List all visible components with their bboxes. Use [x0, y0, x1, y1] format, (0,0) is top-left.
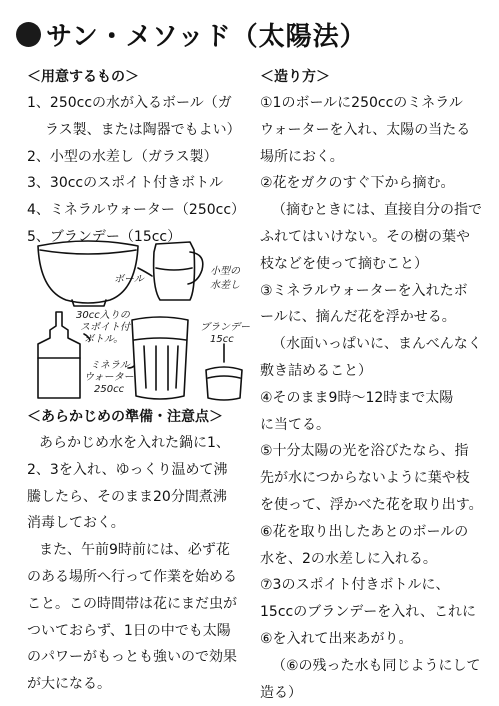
method-line: ールに、摘んだ花を浮かせる。 — [260, 309, 456, 326]
bowl-icon — [38, 241, 138, 303]
bowl-label: ボール — [114, 274, 144, 285]
materials-illustration — [28, 228, 254, 404]
preparation-line: 2、3を入れ、ゆっくり温めて沸 — [27, 461, 228, 478]
materials-item: 4、ミネラルウォーター（250cc） — [27, 202, 246, 219]
preparation-heading: ＜あらかじめの準備・注意点＞ — [27, 409, 223, 425]
method-line: ②花をガクのすぐ下から摘む。 — [260, 175, 455, 192]
materials-item: 3、30ccのスポイト付きボトル — [27, 175, 224, 192]
materials-item: 5、ブランデー（15cc） — [27, 228, 182, 245]
method-line: 15ccのブランデーを入れ、これに — [260, 604, 477, 621]
method-line: ふれてはいけない。その樹の葉や — [260, 228, 470, 245]
preparation-line: 消毒しておく。 — [27, 515, 125, 532]
dropper-label-line3: ボトル。 — [84, 334, 124, 345]
left-column — [27, 64, 249, 251]
materials-item: 1、250ccの水が入るボール（ガ — [27, 95, 232, 111]
preparation-line: また、午前9時前には、必ず花 — [39, 542, 230, 559]
method-line: を使って、浮かべた花を取り出す。 — [260, 496, 483, 513]
preparation-section — [27, 404, 249, 698]
method-line: ③ミネラルウォーターを入れたボ — [260, 282, 468, 299]
method-line: （水面いっぱいに、まんべんなく — [272, 336, 482, 353]
materials-item: 2、小型の水差し（ガラス製） — [27, 148, 218, 165]
page-title-text: サン・メソッド（太陽法） — [46, 21, 367, 52]
method-line: ⑦3のスポイト付きボトルに、 — [260, 577, 450, 594]
method-line: 枝などを使って摘むこと） — [260, 255, 428, 272]
method-heading: ＜造り方＞ — [260, 69, 330, 85]
materials-item: ラス製、または陶器でもよい） — [45, 121, 241, 138]
method-line: ④そのまま9時〜12時まで太陽 — [260, 389, 454, 406]
water-label-line2: ウォーター — [84, 372, 134, 383]
method-line: （摘むときには、直接自分の指で — [272, 202, 482, 219]
illustration-drawing — [28, 228, 254, 404]
method-line: ⑤十分太陽の光を浴びたなら、指 — [260, 443, 469, 460]
method-line: （⑥の残った水も同じようにして — [272, 657, 481, 674]
pitcher-label-line2: 水差し — [210, 280, 240, 291]
water-glass-icon — [132, 317, 188, 399]
preparation-line: のある場所へ行って作業を始める — [27, 568, 237, 585]
method-line: ①1のボールに250ccのミネラル — [260, 95, 463, 111]
method-line: 造る） — [260, 684, 302, 701]
method-line: 敷き詰めること） — [260, 362, 372, 379]
method-line: に当てる。 — [260, 416, 330, 433]
preparation-line: 騰したら、そのまま20分間煮沸 — [27, 488, 227, 505]
method-line: ⑥を入れて出来あがり。 — [260, 630, 413, 647]
pitcher-label-line1: 小型の — [210, 266, 240, 277]
brandy-label-line2: 15cc — [210, 334, 234, 345]
brandy-label-line1: ブランデー — [200, 322, 250, 333]
pitcher-icon — [154, 242, 195, 300]
brandy-glass-icon — [206, 367, 242, 400]
page-title — [16, 14, 367, 54]
preparation-line: のパワーがもっとも強いので効果 — [27, 649, 237, 666]
dropper-label-line1: 30cc入りの — [76, 310, 130, 321]
method-line: ⑥花を取り出したあとのボールの — [260, 523, 469, 540]
preparation-line: こと。この時間帯は花にまだ虫が — [27, 595, 237, 612]
method-line: 水を、2の水差しに入れる。 — [260, 550, 437, 567]
dropper-bottle-icon — [38, 312, 80, 398]
method-line: 先が水につからないように葉や枝 — [260, 470, 470, 487]
materials-heading: ＜用意するもの＞ — [27, 69, 139, 85]
water-label-line1: ミネラル — [90, 360, 130, 371]
preparation-line: あらかじめ水を入れた鍋に1、 — [39, 435, 230, 451]
bullet-dot-icon — [16, 22, 41, 47]
method-line: ウォーターを入れ、太陽の当たる — [260, 121, 471, 138]
method-line: 場所におく。 — [260, 148, 344, 165]
preparation-line: ついておらず、1日の中でも太陽 — [27, 622, 231, 639]
preparation-line: が大になる。 — [27, 676, 111, 693]
water-label-line3: 250cc — [94, 384, 125, 395]
dropper-label-line2: スポイト付 — [80, 322, 130, 333]
method-section — [260, 64, 490, 706]
